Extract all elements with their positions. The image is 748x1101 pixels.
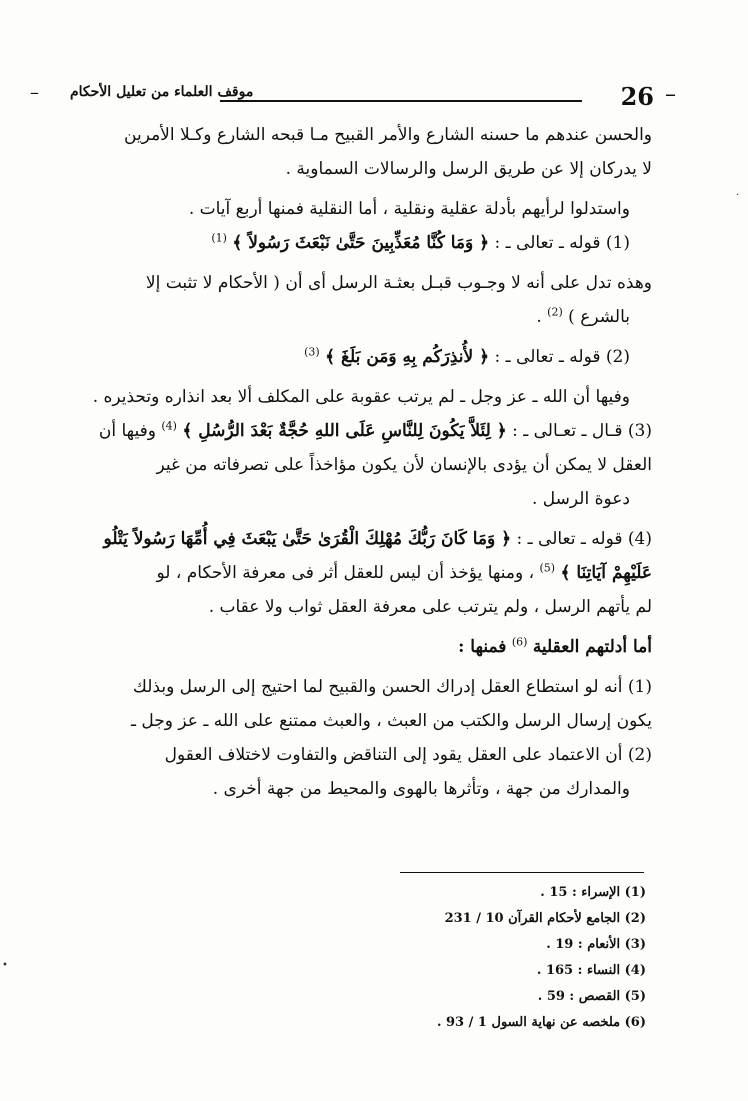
paragraph-line: (1) أنه لو استطاع العقل إدراك الحسن والقبيح لما احتيج إلى الرسل وبذلك (132, 677, 652, 697)
paragraph: واستدلوا لرأيهم بأدلة عقلية ونقلية ، أما النقلية فمنها أربع آيات . (188, 199, 630, 219)
footnotes (246, 880, 646, 1036)
footnote-ref: (2) (547, 305, 563, 319)
page-number: 26 (620, 82, 654, 111)
footnote: (6) ملخصه عن نهاية السول 1 / 93 . (436, 1015, 646, 1030)
verse-lead: (4) قوله ـ تعالى ـ : (516, 529, 652, 549)
line-text: بالشرع ) (568, 307, 630, 327)
paragraph-line: لم يأتهم الرسل ، ولم يترتب على معرفة العقل ثواب ولا عقاب . (208, 597, 652, 617)
footnote-ref: (3) (304, 345, 320, 359)
verse-lead: (3) قـال ـ تعـالى ـ : (512, 421, 652, 441)
verse-lead: (2) قوله ـ تعالى ـ : (494, 347, 630, 367)
rational-proofs-heading (40, 630, 652, 664)
paragraph-line: بالشرع ) $^{(2)}$ . (536, 305, 630, 327)
footnote-ref: (1) (211, 231, 227, 245)
footnote-rule (400, 872, 644, 873)
verse-lead: (1) قوله ـ تعالى ـ : (494, 233, 630, 253)
quran-verse: ﴿ لِئَلاَّ يَكُونَ لِلنَّاسِ عَلَى اللهِ حُجَّةٌ بَعْدَ الرُّسُلِ ﴾ (182, 421, 507, 441)
footnote-ref: (5) (539, 561, 556, 575)
footnote-ref: (4) (161, 419, 177, 433)
footnote: (3) الأنعام : 19 . (546, 937, 646, 952)
paragraph-line: العقل لا يمكن أن يؤدى بالإنسان لأن يكون مؤاخذاً على تصرفاته من غير (156, 455, 652, 475)
footnote: (5) القصص : 59 . (537, 989, 646, 1004)
quran-verse: عَلَيْهِمْ آيَاتِنَا ﴾ (560, 563, 652, 583)
paragraph-line: (2) أن الاعتماد على العقل يقود إلى التناقض والتفاوت لاختلاف العقول (164, 745, 652, 765)
quran-verse: ﴿ لأُنذِرَكُم بِهِ وَمَن بَلَغَ ﴾ (325, 347, 490, 367)
paragraph: وفيها أن الله ـ عز وجل ـ لم يرتب عقوبة على المكلف ألا بعد انذاره وتحذيره . (92, 387, 630, 407)
line-text: فمنها : (458, 637, 507, 657)
scan-speck: • (2, 960, 8, 971)
paragraph-line: يكون إرسال الرسل والكتب من العبث ، والعبث ممتنع على الله ـ عز وجل ـ (131, 711, 652, 731)
footnote-ref: (6) (511, 635, 528, 649)
verse-item-1 (40, 226, 652, 260)
footnote: (4) النساء : 165 . (536, 963, 646, 978)
line-text: ، ومنها يؤخذ أن ليس للعقل أثر فى معرفة الأحكام ، لو (156, 563, 535, 583)
quran-verse: ﴿ وَمَا كَانَ رَبُّكَ مُهْلِكَ الْقُرَىٰ حَتَّىٰ يَبْعَثَ فِي أُمِّهَا رَسُولاً يَتْلُو (103, 529, 512, 549)
paragraph-line: والمدارك من جهة ، وتأثرها بالهوى والمحيط من جهة أخرى . (212, 779, 630, 799)
header-dash: – (665, 82, 676, 107)
header-dash-left: – (30, 82, 39, 103)
verse-item-2 (40, 340, 652, 374)
quran-verse: ﴿ وَمَا كُنَّا مُعَذِّبِينَ حَتَّىٰ نَبْعَثَ رَسُولاً ﴾ (232, 233, 490, 253)
footnote: (1) الإسراء : 15 . (540, 885, 646, 900)
running-title: موقف العلماء من تعليل الأحكام (70, 84, 254, 100)
paragraph-line: لا يدركان إلا عن طريق الرسل والرسالات السماوية . (285, 159, 652, 179)
header-rule (220, 100, 582, 102)
verse-item-4 (40, 522, 652, 556)
line-text: وفيها أن (98, 421, 156, 441)
verse-item-3 (40, 414, 652, 448)
paragraph-line (40, 556, 652, 590)
line-text: أما أدلتهم العقلية (532, 637, 652, 657)
paragraph-line: وهذه تدل على أنه لا وجـوب قبـل بعثـة الرسل أى أن ( الأحكام لا تثبت إلا (145, 273, 652, 293)
footnote: (2) الجامع لأحكام القرآن 10 / 231 (444, 911, 646, 926)
running-header (30, 80, 676, 114)
main-text (40, 118, 652, 806)
scan-speck: · (736, 190, 740, 201)
paragraph-line: والحسن عندهم ما حسنه الشارع والأمر القبيح مـا قبحه الشارع وكـلا الأمرين (124, 125, 652, 145)
paragraph-line: دعوة الرسل . (531, 489, 630, 509)
